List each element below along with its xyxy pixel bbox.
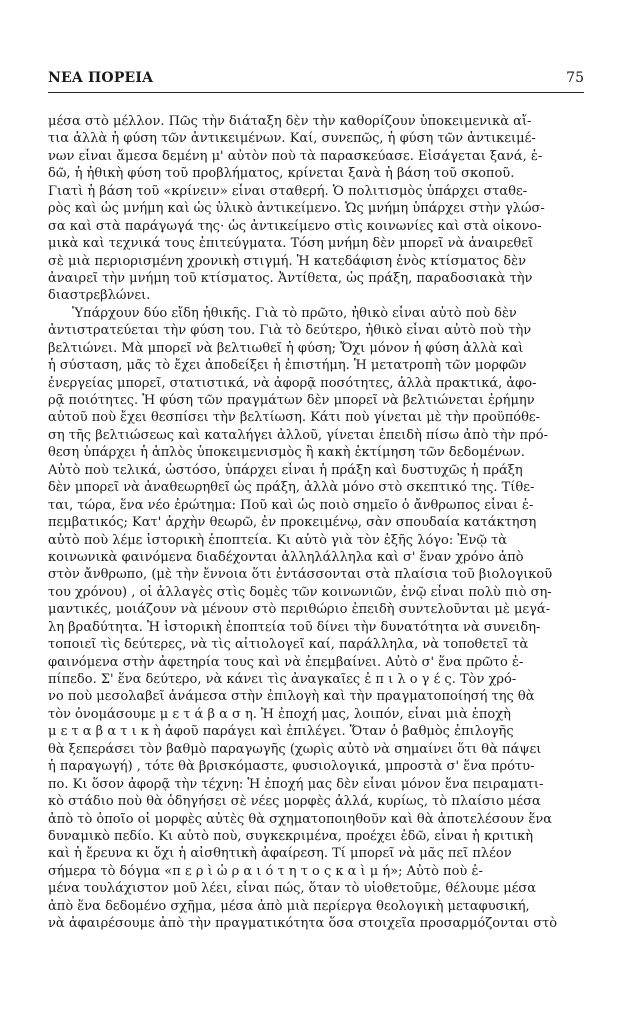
text-line: δὲν μπορεῖ νὰ ἀναθεωρηθεῖ ὡς πράξη, ἀλλὰ μόνο στὸ σκεπτικό της. Τίθε- (48, 480, 535, 496)
text-line: πο. Κι ὅσον ἀφορᾷ τὴν τέχνη: Ἡ ἐποχή μας δὲν εἶναι μόνον ἕνα πειραματι- (48, 776, 544, 792)
text-line: διαστρεβλώνει. (48, 288, 151, 304)
text-line: φαινόμενα στὴν ἀφετηρία τους καὶ νὰ ἐπεμβαίνει. Αὐτὸ σ' ἕνα πρῶτο ἐ- (48, 654, 524, 670)
running-head: ΝΕΑ ΠΟΡΕΙΑ (48, 70, 154, 86)
header-rule (48, 92, 584, 93)
text-line: πίπεδο. Σ' ἕνα δεύτερο, νὰ κάνει τὶς ἀναγκαῖες ἐ π ι λ ο γ έ ς. Τὸν χρό- (48, 672, 517, 687)
text-line: μέσα στὸ μέλλον. Πῶς τὴν διάταξη δὲν τὴν καθορίζουν ὑποκειμενικὰ αἴ- (48, 114, 532, 129)
text-line: Γιατὶ ἡ βάση τοῦ «κρίνειν» εἶναι σταθερή. Ὁ πολιτισμὸς ὑπάρχει σταθε- (48, 183, 528, 199)
text-line: νὰ ἀφαιρέσουμε ἀπὸ τὴν πραγματικότητα ὅσα στοιχεῖα προσαρμόζονται στὸ (48, 916, 558, 932)
text-line: δῶ, ἡ ἠθικὴ φύση τοῦ προβλήματος, κρίνεται ξανὰ ἡ βάση τοῦ σκοποῦ. (48, 166, 515, 182)
text-line: τοποιεῖ τὶς δεύτερες, νὰ τὶς αἰτιολογεῖ καί, παράλληλα, νὰ τοποθετεῖ τὰ (48, 637, 529, 653)
text-line: μαντικές, μοιάζουν νὰ μένουν στὸ περιθώριο ἐπειδὴ συντελοῦνται μὲ μεγά- (48, 602, 551, 618)
text-line: νων εἶναι ἄμεσα δεμένη μ' αὐτὸν ποὺ τὰ παρασκεύασε. Εἰσάγεται ξανά, ἐ- (48, 148, 543, 164)
body-text (48, 113, 588, 933)
text-line: ται, τώρα, ἕνα νέο ἐρώτημα: Ποῦ καὶ ὡς ποιὸ σημεῖο ὁ ἄνθρωπος εἶναι ἐ- (48, 497, 534, 513)
text-line: νο ποὺ μεσολαβεῖ ἀνάμεσα στὴν ἐπιλογὴ καὶ τὴν πραγματοποίησή της θὰ (48, 689, 535, 705)
text-line: ρᾷ ποιότητες. Ἡ φύση τῶν πραγμάτων δὲν μπορεῖ νὰ βελτιώνεται ἐρήμην (48, 393, 535, 408)
text-line: μικὰ καὶ τεχνικά τους ἐπιτεύγματα. Τόση μνήμη δὲν μπορεῖ νὰ ἀναιρεθεῖ (48, 236, 534, 252)
text-line: τια ἀλλὰ ἡ φύση τῶν ἀντικειμένων. Καί, συνεπῶς, ἡ φύση τῶν ἀντικειμέ- (48, 131, 536, 147)
text-line: θεση ὑπάρχει ἡ ἁπλὸς ὑποκειμενισμὸς ἢ κακὴ ἐκτίμηση τῶν δεδομένων. (48, 445, 525, 461)
text-line: Ὑπάρχουν δύο εἴδη ἠθικῆς. Γιὰ τὸ πρῶτο, ἠθικὸ εἶναι αὐτὸ ποὺ δὲν (72, 305, 517, 321)
text-line: ρὸς καὶ ὡς μνήμη καὶ ὡς ὑλικὸ ἀντικείμενο. Ὡς μνήμη ὑπάρχει στὴν γλώσ- (48, 201, 545, 217)
text-line: κὸ στάδιο ποὺ θὰ ὁδηγήσει σὲ νέες μορφὲς ἀλλά, κυρίως, τὸ πλαίσιο μέσα (48, 794, 541, 810)
text-line: δυναμικὸ πεδίο. Κι αὐτὸ ποὺ, συγκεκριμένα, προέχει ἐδῶ, εἶναι ἡ κριτικὴ (48, 828, 534, 844)
text-line: ἀντιστρατεύεται τὴν φύση του. Γιὰ τὸ δεύτερο, ἠθικὸ εἶναι αὐτὸ ποὺ τὴν (48, 323, 532, 339)
text-line: βελτιώνει. Μὰ μπορεῖ νὰ βελτιωθεῖ ἡ φύση; Ὄχι μόνον ἡ φύση ἀλλὰ καὶ (48, 340, 524, 356)
text-line: μένα τουλάχιστον μοῦ λέει, εἶναι πώς, ὅταν τὸ υἱοθετοῦμε, θέλουμε μέσα (48, 881, 537, 897)
text-line: ἀπὸ τὸ ὁποῖο οἱ μορφὲς αὐτὲς θὰ σχηματοποιηθοῦν καὶ θὰ ἀποτελέσουν ἕνα (48, 811, 553, 827)
text-line: σα καὶ στὰ παράγωγά της· ὡς ἀντικείμενο στὶς κοινωνίες καὶ στὰ οἰκονο- (48, 218, 542, 234)
text-line: αὐτοῦ ποὺ ἔχει θεσπίσει τὴν βελτίωση. Κάτι ποὺ γίνεται μὲ τὴν προϋπόθε- (48, 410, 541, 426)
text-line: ἡ παραγωγή) , τότε θὰ βρισκόμαστε, φυσιολογικά, μπροστὰ σ' ἕνα πρότυ- (48, 759, 535, 775)
text-line: ἀπὸ ἕνα δεδομένο σχῆμα, μέσα ἀπὸ μιὰ περίεργα θεολογικὴ μεταφυσική, (48, 898, 530, 914)
text-line: ση τῆς βελτιώσεως καὶ καταλήγει ἀλλοῦ, γίνεται ἐπειδὴ πίσω ἀπὸ τὴν πρό- (48, 427, 548, 443)
text-line: σὲ μιὰ περιορισμένη χρονικὴ στιγμή. Ἡ κατεδάφιση ἑνὸς κτίσματος δὲν (48, 253, 526, 269)
text-line: αὐτὸ ποὺ λέμε ἱστορικὴ ἐποπτεία. Κι αὐτὸ γιὰ τὸν ἑξῆς λόγο: Ἐνῷ τὰ (48, 532, 508, 548)
text-line: σήμερα τὸ δόγμα «π ε ρ ὶ ὡ ρ α ι ό τ η τ ο ς κ α ὶ μ ή»; Αὐτὸ ποὺ ἐ- (48, 863, 483, 879)
text-line: Αὐτὸ ποὺ τελικά, ὡστόσο, ὑπάρχει εἶναι ἡ πράξη καὶ δυστυχῶς ἡ πράξη (48, 462, 523, 478)
page-header (48, 70, 584, 92)
text-line: του χρόνου) , οἱ ἀλλαγὲς στὶς δομὲς τῶν κοινωνιῶν, ἐνῷ εἶναι πολὺ πιὸ ση- (48, 584, 552, 600)
text-line: ἀναιρεῖ τὴν μνήμη τοῦ κτίσματος. Ἀντίθετα, ὡς πράξη, παραδοσιακὰ τὴν (48, 270, 533, 286)
text-line: λη βραδύτητα. Ἡ ἱστορικὴ ἐποπτεία τοῦ δίνει τὴν δυνατότητα νὰ συνειδη- (48, 619, 541, 635)
text-line: πεμβατικός; Κατ' ἀρχὴν θεωρῶ, ἐν προκειμένῳ, σὰν σπουδαία κατάκτηση (48, 515, 537, 531)
text-line: θὰ ξεπεράσει τὸν βαθμὸ παραγωγῆς (χωρὶς αὐτὸ νὰ σημαίνει ὅτι θὰ πάψει (48, 741, 542, 757)
text-line: μ ε τ α β α τ ι κ ὴ ἀφοῦ παράγει καὶ ἐπιλέγει. Ὅταν ὁ βαθμὸς ἐπιλογῆς (48, 724, 514, 740)
text-line: ἐνεργείας μπορεῖ, στατιστικά, νὰ ἀφορᾷ ποσότητες, ἀλλὰ πρακτικά, ἀφο- (48, 375, 537, 391)
text-line: κοινωνικὰ φαινόμενα διαδέχονται ἀλληλάλληλα καὶ σ' ἕναν χρόνο ἀπὸ (48, 549, 524, 565)
text-line: καὶ ἡ ἔρευνα κι ὄχι ἡ αἰσθητικὴ ἀφαίρεση. Τί μπορεῖ νὰ μᾶς πεῖ πλέον (48, 846, 512, 862)
text-line: ἡ σύσταση, μᾶς τὸ ἔχει ἀποδείξει ἡ ἐπιστήμη. Ἡ μετατροπὴ τῶν μορφῶν (48, 358, 527, 374)
page-number: 75 (566, 70, 584, 86)
text-line: στὸν ἄνθρωπο, (μὲ τὴν ἔννοια ὅτι ἐντάσσονται στὰ πλαίσια τοῦ βιολογικοῦ (48, 567, 553, 583)
text-line: τὸν ὀνομάσουμε μ ε τ ά β α σ η. Ἡ ἐποχή μας, λοιπόν, εἶναι μιὰ ἐποχὴ (48, 706, 511, 722)
